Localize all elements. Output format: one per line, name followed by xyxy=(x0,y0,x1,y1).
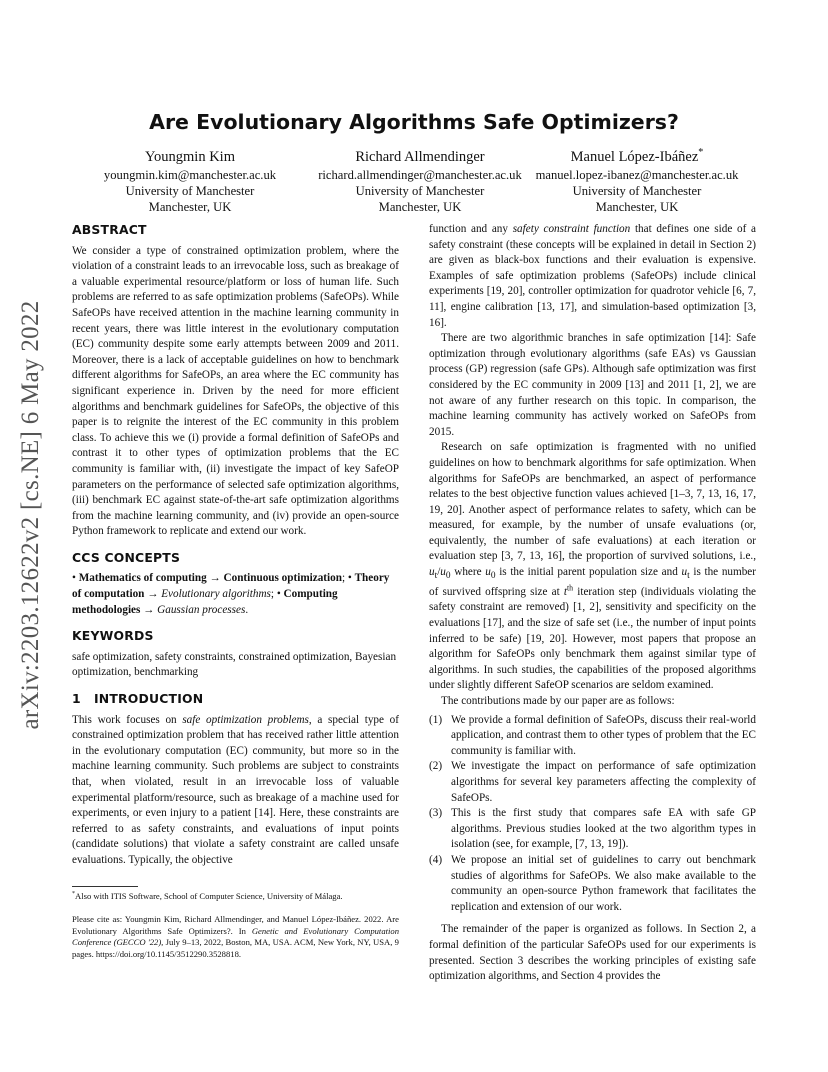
author-email: youngmin.kim@manchester.ac.uk xyxy=(103,168,277,182)
list-number: (3) xyxy=(429,807,443,820)
keywords-text: safe optimization, safety constraints, constrained optimization, Bayesian optimization, benchmarking xyxy=(72,650,397,679)
paper-title: Are Evolutionary Algorithms Safe Optimizers? xyxy=(149,110,679,134)
intro-paragraph: The remainder of the paper is organized as follows. In Section 2, a formal definition of the particular SafeOPs used for our experiments is presented. Section 3 describes the working principles of existing safe optimization algorithms, and Section 4 provides the xyxy=(429,923,756,983)
ccs-target: Gaussian processes xyxy=(157,603,246,616)
author-block xyxy=(70,148,310,215)
arxiv-sidebar xyxy=(6,280,56,750)
abstract-heading: ABSTRACT xyxy=(72,222,147,237)
section-number: 1 xyxy=(72,691,81,707)
text-run: , a special type of constrained optimization problem that has received rather little attention in the evolutionary computation (EC) community, but more so in the machine learning community. Such problems are subject to constraints that, when violated, result in an irrevocable loss of valuable experimental platform/resource, such as breakage of a machine used for experiments, or even injury to a patient [14]. Here, these constraints are referred to as safety constraints, and evaluations of input points (candidate solutions) that violate a safety constraint are called unsafe evaluations. Typically, the objective xyxy=(72,713,399,866)
ccs-target: Continuous optimization xyxy=(223,572,342,585)
math: u xyxy=(440,566,446,579)
author-location: Manchester, UK xyxy=(378,200,462,214)
math-subscript: t xyxy=(434,571,438,582)
author-block xyxy=(300,148,540,215)
footnote-rule xyxy=(72,886,138,887)
author-affiliation: University of Manchester xyxy=(355,184,485,198)
list-item xyxy=(429,713,756,760)
ccs-arrow: → xyxy=(209,572,221,585)
intro-paragraph xyxy=(429,440,756,694)
left-column xyxy=(72,222,399,869)
list-number: (2) xyxy=(429,760,443,773)
author-name: Manuel López-Ibáñez xyxy=(570,149,699,165)
author-name: Richard Allmendinger xyxy=(355,149,485,165)
math-subscript: 0 xyxy=(445,571,451,582)
list-item xyxy=(429,806,756,853)
author-location: Manchester, UK xyxy=(148,200,232,214)
text-run: Research on safe optimization is fragmented with no unified guidelines on how to benchmark algorithms for safe optimization. When algorithms for SafeOPs are benchmarked, an aspect of performance relates to the best objective function values achieved [1–3, 7, 13, 16, 17, 19, 20]. Another aspect of performance relates to safety, which can be measured, for example, by the number of unsafe evaluations (or, equivalently, the number of safe evaluations) at each iteration or evaluation step [3, 7, 13, 16], the proportion of survived solutions, i.e., xyxy=(429,441,756,563)
ccs-bullet: • xyxy=(276,588,281,601)
author-name-wrap xyxy=(517,148,757,167)
emphasis: Genetic and Evolutionary Computation Conference (GECCO '22), xyxy=(72,925,399,948)
text-run: function and any xyxy=(429,223,513,235)
ccs-separator: ; xyxy=(341,572,346,585)
emphasis: safe optimization problems xyxy=(182,713,309,726)
author-email: richard.allmendinger@manchester.ac.uk xyxy=(318,168,522,182)
author-affiliation: University of Manchester xyxy=(572,184,702,198)
intro-paragraph xyxy=(72,713,399,869)
emphasis: safety constraint function xyxy=(512,223,631,235)
ccs-bullet: • xyxy=(72,572,76,585)
author-email: manuel.lopez-ibanez@manchester.ac.uk xyxy=(535,168,739,182)
abstract-text: We consider a type of constrained optimization problem, where the violation of a constraint leads to an irrevocable loss, such as breakage of a valuable experimental resource/platform or loss of human life. Such problems are referred to as safe optimization problems (SafeOPs). While SafeOPs have received attention in the machine learning community in recent years, there was little interest in the evolutionary computation (EC) community despite some early attempts between 2009 and 2011. Moreover, there is a lack of acceptable guidelines on how to benchmark different algorithms for SafeOPs, an area where the EC community has significant experience in. Driven by the need for more efficient algorithms and benchmark guidelines for SafeOPs, the objective of this paper is to reignite the interest of the EC community in this problem class. To achieve this we (i) provide a formal definition of SafeOPs and contrast it to other types of optimization problems that the EC community is familiar with, (ii) investigate the impact of key SafeOP parameters on the performance of selected safe optimization algorithms, (iii) benchmark EC against state-of-the-art safe optimization algorithms from the machine learning community, and (iv) provide an open-source Python framework to replicate and extend our work. xyxy=(72,244,399,538)
arxiv-identifier: arXiv:2203.12622v2 [cs.NE] 6 May 2022 xyxy=(17,300,44,730)
ccs-bullet: • xyxy=(347,572,352,585)
footnote xyxy=(72,886,399,902)
math: u xyxy=(485,566,491,579)
author-location: Manchester, UK xyxy=(595,200,679,214)
text-run: where xyxy=(450,566,486,579)
text-run: is the number of survived offspring size at xyxy=(429,566,756,598)
math-subscript: t xyxy=(687,571,690,582)
ccs-category: Computing methodologies xyxy=(72,588,338,616)
text-run: is the initial parent population size and xyxy=(495,566,682,579)
math: u xyxy=(681,566,688,579)
list-text: We provide a formal definition of SafeOPs, discuss their real-world application, and contrast them to other types of problem that the EC community is familiar with. xyxy=(451,713,756,757)
section-heading-introduction xyxy=(72,691,399,707)
citation-note xyxy=(72,914,399,960)
list-text: We propose an initial set of guidelines to carry out benchmark studies of algorithms for SafeOPs. We also make available to the community an open-source Python framework that facilitates the replication and extension of our work. xyxy=(451,853,756,913)
ccs-separator: . xyxy=(245,603,249,616)
author-block xyxy=(517,148,757,215)
list-text: We investigate the impact on performance of safe optimization algorithms for several key parameters affecting the complexity of SafeOPs. xyxy=(451,760,756,804)
author-name: Youngmin Kim xyxy=(145,149,235,165)
list-item xyxy=(429,759,756,806)
math-superscript: th xyxy=(566,583,574,593)
text-run: that defines one side of a safety constraint (these concepts will be explained in detail in Section 2) are given as black-box functions and their evaluation is expensive. Examples of safe optimization problems (SafeOPs) include clinical experiments [19, 20], controller optimization for quadrotor vehicle [6, 7, 11], engine calibration [13, 17], and simulation-based optimization [3, 16]. xyxy=(429,223,757,329)
footnote-mark: * xyxy=(698,147,704,159)
right-column xyxy=(429,222,756,985)
text-run: Please cite as: Youngmin Kim, Richard Allmendinger, and Manuel López-Ibáñez. 2022. Are Evolutionary Algorithms Safe Optimizers?. In xyxy=(72,914,399,936)
ccs-arrow: → xyxy=(147,588,159,601)
author-affiliation: University of Manchester xyxy=(125,184,255,198)
ccs-arrow: → xyxy=(143,603,155,616)
text-run: July 9–13, 2022, Boston, MA, USA. ACM, New York, NY, USA, 9 pages. https://doi.org/10.1145/3512290.3528818. xyxy=(72,937,399,959)
math: / xyxy=(437,566,441,579)
ccs-category: Mathematics of computing xyxy=(78,572,207,585)
intro-paragraph: There are two algorithmic branches in safe optimization [14]: Safe optimization through evolutionary algorithms (safe EAs) vs Gaussian process (GP) regression (safe GPs). Although safe optimization was first considered by the EC community in 2009 [13] and 2011 [1, 2], we are not aware of any further research on this topic. In comparison, the machine learning community has actively worked on SafeOPs from 2015. xyxy=(429,332,756,438)
list-item xyxy=(429,853,756,915)
intro-paragraph: The contributions made by our paper are as follows: xyxy=(441,695,675,708)
math-subscript: 0 xyxy=(490,571,496,582)
footnote-mark: * xyxy=(72,891,76,898)
list-number: (4) xyxy=(429,853,443,866)
text-run: iteration step (individuals violating the safety constraint are removed) [1, 2], sensitivity and specificity on the evaluations [17], and the size of safe set (i.e., the number of input points inferred to be safe) [19, 20]. However, most papers that propose an algorithm for SafeOPs only benchmark them against similar type of algorithms. In such studies, the capabilities of the proposed algorithms under slightly different SafeOP scenarios are seldom examined. xyxy=(429,585,756,692)
text-run: This work focuses on xyxy=(72,713,183,726)
ccs-category: Theory of computation xyxy=(72,572,390,601)
list-text: This is the first study that compares safe EA with safe GP algorithms. Previous studies looked at the two algorithm types in isolation (see, for example, [7, 13, 19]). xyxy=(451,807,756,851)
footnote-text: Also with ITIS Software, School of Computer Science, University of Málaga. xyxy=(75,891,343,901)
intro-paragraph xyxy=(429,222,756,331)
ccs-target: Evolutionary algorithms xyxy=(161,588,271,601)
math: u xyxy=(429,566,435,579)
keywords-heading: KEYWORDS xyxy=(72,628,154,644)
math: t xyxy=(563,585,567,598)
section-title: INTRODUCTION xyxy=(94,691,204,707)
ccs-separator: ; xyxy=(270,588,275,601)
ccs-concepts xyxy=(72,571,399,618)
list-number: (1) xyxy=(429,713,443,726)
contributions-list xyxy=(429,713,756,916)
ccs-heading: CCS CONCEPTS xyxy=(72,549,181,565)
